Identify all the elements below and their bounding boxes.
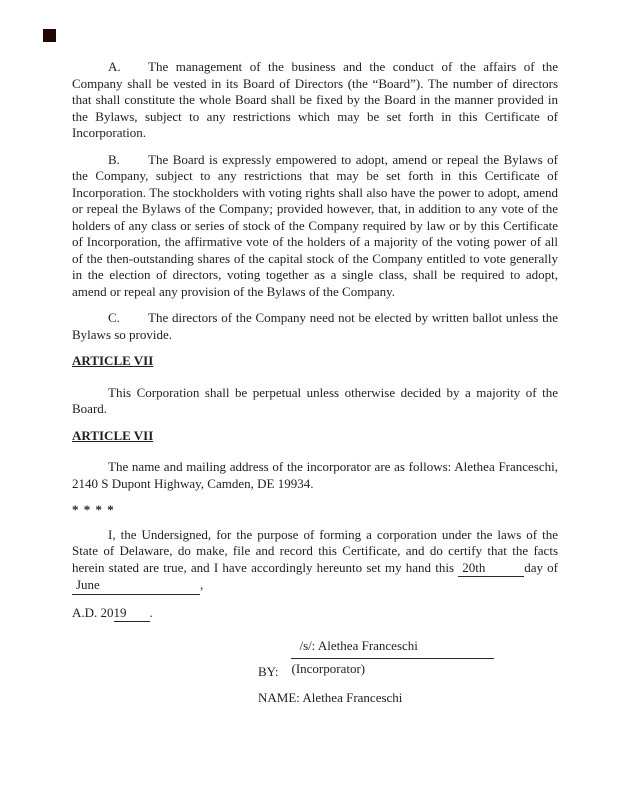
perpetual-clause: This Corporation shall be perpetual unless otherwise decided by a majority of the Board. bbox=[72, 384, 558, 416]
document-body bbox=[72, 59, 558, 707]
month-blank-field: June bbox=[72, 577, 200, 595]
paragraph-b bbox=[72, 152, 558, 301]
incorporator-role-label: (Incorporator) bbox=[291, 660, 366, 676]
printed-name-line: NAME: Alethea Franceschi bbox=[258, 690, 403, 705]
signature-column bbox=[291, 638, 494, 677]
paragraph-c bbox=[72, 310, 558, 343]
paragraph-a bbox=[72, 59, 558, 142]
closing-text: I, the Undersigned, for the purpose of forming a corporation under the laws of the State of Delaware, do make, file and record this Certificate, and do certify that the facts herein stated are true, and I have accordingly hereunto set my hand this bbox=[72, 526, 558, 575]
paragraph-c-label: C. bbox=[108, 310, 120, 325]
ad-prefix: A.D. 20 bbox=[72, 604, 114, 620]
signature-line: /s/: Alethea Franceschi bbox=[291, 638, 494, 659]
ad-period: . bbox=[149, 604, 153, 620]
article-vii-heading-second: ARTICLE VII bbox=[72, 427, 154, 443]
scan-artifact-square bbox=[43, 29, 56, 42]
signature-row bbox=[258, 638, 558, 677]
ad-year-line bbox=[72, 605, 558, 623]
closing-paragraph bbox=[72, 527, 558, 595]
paragraph-b-label: B. bbox=[108, 151, 120, 167]
paragraph-c-text: The directors of the Company need not be elected by written ballot unless the Bylaws so provide. bbox=[72, 310, 558, 342]
asterisk-separator: * * * * bbox=[72, 502, 115, 517]
closing-comma: , bbox=[200, 577, 204, 592]
by-label: BY: bbox=[258, 663, 279, 679]
paragraph-b-text: The Board is expressly empowered to adopt, amend or repeal the Bylaws of the Company, subject to any restrictions that may be set forth in this Certificate of Incorporation. The stockholders with voting rights shall also have the power to adopt, amend or repeal the Bylaws of the Company; provided however, that, in addition to any vote of the holders of any class or series of stock of the Company required by law or by this Certificate of Incorporation, the affirmative vote of the holders of a majority of the voting power of all of the then-outstanding shares of the capital stock of the Company entitled to vote generally in the election of directors, voting together as a single class, shall be required to adopt, amend or repeal any provision of the Bylaws of the Company. bbox=[72, 151, 558, 299]
paragraph-a-text: The management of the business and the conduct of the affairs of the Company shall be vested in its Board of Directors (the “Board”). The number of directors that shall constitute the whole Board shall be fixed by the Board in the manner provided in the Bylaws, subject to any restrictions which may be set forth in this Certificate of Incorporation. bbox=[72, 59, 558, 140]
article-vii-heading-first: ARTICLE VII bbox=[72, 353, 154, 368]
paragraph-a-label: A. bbox=[108, 59, 121, 74]
day-blank-field: 20th bbox=[458, 560, 524, 578]
signature-block bbox=[258, 638, 558, 707]
year-blank-field: 19 bbox=[114, 605, 150, 623]
day-of-label: day of bbox=[524, 559, 558, 575]
incorporator-clause: The name and mailing address of the incorporator are as follows: Alethea Franceschi, 2140 S Dupont Highway, Camden, DE 19934. bbox=[72, 459, 558, 491]
